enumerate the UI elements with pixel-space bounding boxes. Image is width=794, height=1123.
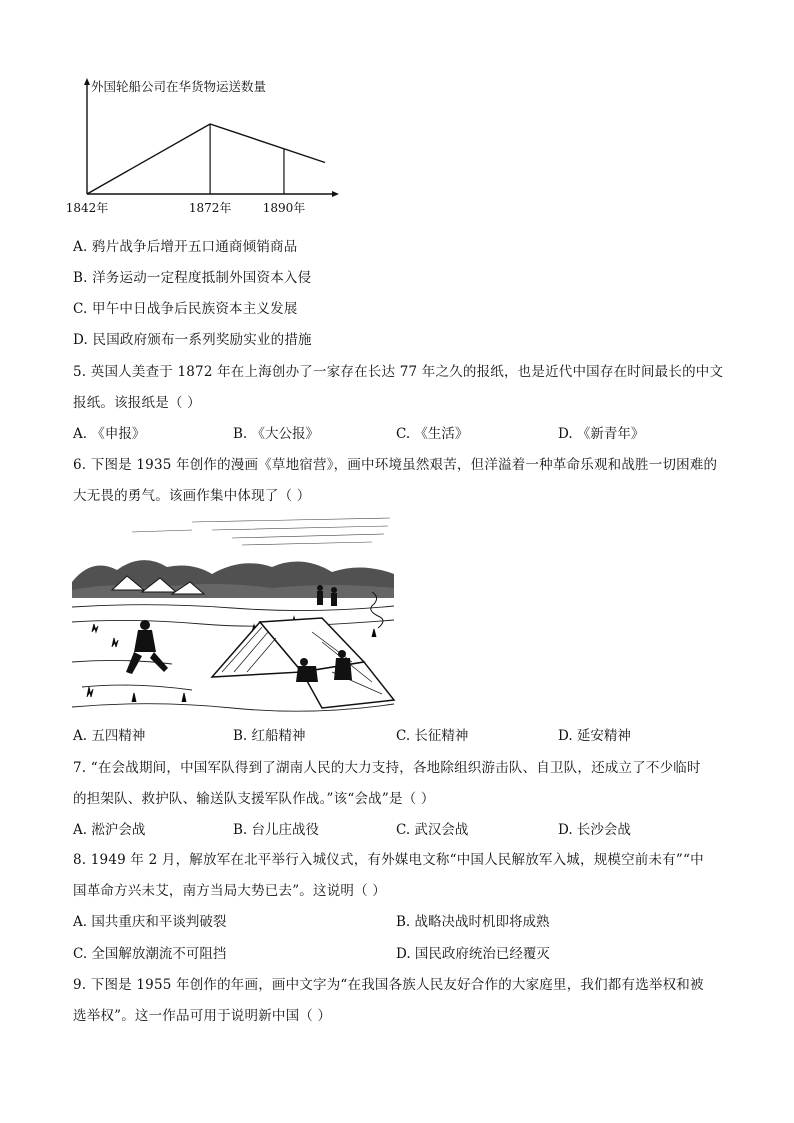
q5-option-c[interactable]: C. 《生活》: [396, 426, 469, 442]
q6-option-d[interactable]: D. 延安精神: [558, 728, 631, 744]
q5-stem-line2: 报纸。该报纸是（ ）: [73, 395, 201, 411]
q5-option-d[interactable]: D. 《新青年》: [558, 426, 645, 442]
q7-stem-line2: 的担架队、救护队、输送队支援军队作战。”该“会战”是（ ）: [73, 791, 435, 807]
q8-option-c[interactable]: C. 全国解放潮流不可阻挡: [73, 946, 227, 962]
q9-stem-line1: 9. 下图是 1955 年创作的年画，画中文字为“在我国各族人民友好合作的大家庭里，我们都有选举权和被: [73, 977, 704, 993]
q5-option-b[interactable]: B. 《大公报》: [233, 426, 320, 442]
q8-stem-line2: 国革命方兴未艾，南方当局大势已去”。这说明（ ）: [73, 883, 386, 899]
q8-option-a[interactable]: A. 国共重庆和平谈判破裂: [73, 914, 227, 930]
x-tick-label-1842: 1842年: [65, 201, 109, 215]
grassland-camp-illustration: [72, 512, 394, 714]
y-axis-arrow: [84, 78, 90, 85]
q7-option-b[interactable]: B. 台儿庄战役: [233, 822, 320, 838]
x-axis-arrow: [332, 191, 339, 197]
q9-stem-line2: 选举权”。这一作品可用于说明新中国（ ）: [73, 1008, 332, 1024]
x-tick-label-1872: 1872年: [188, 201, 232, 215]
freight-volume-chart: [65, 75, 340, 225]
q6-option-b[interactable]: B. 红船精神: [233, 728, 306, 744]
q8-stem-line1: 8. 1949 年 2 月，解放军在北平举行入城仪式，有外媒电文称“中国人民解放军入城，规模空前未有”“中: [73, 852, 704, 868]
q5-stem-line1: 5. 英国人美查于 1872 年在上海创办了一家存在长达 77 年之久的报纸，也是近代中国存在时间最长的中文: [73, 364, 724, 380]
q6-option-a[interactable]: A. 五四精神: [73, 728, 146, 744]
q6-stem-line1: 6. 下图是 1935 年创作的漫画《草地宿营》，画中环境虽然艰苦，但洋溢着一种革命乐观和战胜一切困难的: [73, 457, 718, 473]
q7-stem-line1: 7. “在会战期间，中国军队得到了湖南人民的大力支持，各地除组织游击队、自卫队，还成立了不少临时: [73, 760, 701, 776]
q5-option-a[interactable]: A. 《申报》: [73, 426, 146, 442]
q7-option-a[interactable]: A. 淞沪会战: [73, 822, 146, 838]
q8-option-b[interactable]: B. 战略决战时机即将成熟: [396, 914, 550, 930]
q8-option-d[interactable]: D. 国民政府统治已经覆灭: [396, 946, 550, 962]
q6-option-c[interactable]: C. 长征精神: [396, 728, 469, 744]
q6-stem-line2: 大无畏的勇气。该画作集中体现了（ ）: [73, 488, 311, 504]
q4-option-c[interactable]: C. 甲午中日战争后民族资本主义发展: [73, 301, 298, 317]
x-tick-label-1890: 1890年: [262, 201, 306, 215]
chart-title: 外国轮船公司在华货物运送数量: [91, 79, 267, 94]
q4-option-a[interactable]: A. 鸦片战争后增开五口通商倾销商品: [73, 239, 298, 255]
q4-option-d[interactable]: D. 民国政府颁布一系列奖励实业的措施: [73, 332, 312, 348]
series-line: [87, 124, 325, 194]
q7-option-c[interactable]: C. 武汉会战: [396, 822, 469, 838]
q7-option-d[interactable]: D. 长沙会战: [558, 822, 631, 838]
q4-option-b[interactable]: B. 洋务运动一定程度抵制外国资本入侵: [73, 270, 312, 286]
